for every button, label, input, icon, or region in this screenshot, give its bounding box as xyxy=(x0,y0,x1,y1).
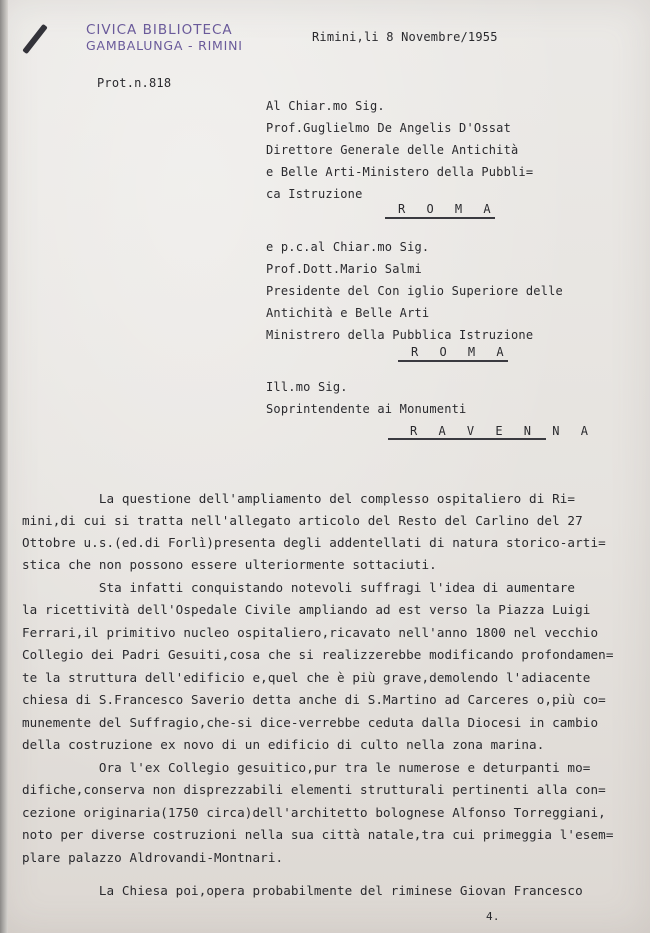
page-mark: 4. xyxy=(486,910,500,923)
body-line: Ferrari,il primitivo nucleo ospitaliero,ricavato nell'anno 1800 nel vecchio xyxy=(22,625,599,640)
cc-line: Antichità e Belle Arti xyxy=(266,306,430,320)
protocol-number: Prot.n.818 xyxy=(97,76,172,90)
body-line: cezione originaria(1750 circa)dell'architetto bolognese Alfonso Torreggiani, xyxy=(22,805,606,820)
body-line: chiesa di S.Francesco Saverio detta anche di S.Martino ad Carceres o,più co= xyxy=(22,692,606,707)
body-line: La questione dell'ampliamento del complesso ospitaliero di Ri= xyxy=(22,491,576,506)
recipient-line: Al Chiar.mo Sig. xyxy=(266,99,385,113)
recipient-line: Direttore Generale delle Antichità xyxy=(266,143,519,157)
body-line: Ora l'ex Collegio gesuitico,pur tra le numerose e deturpanti mo= xyxy=(22,760,591,775)
cc-line: Prof.Dott.Mario Salmi xyxy=(266,262,422,276)
third-city: R A V E N N A xyxy=(410,424,595,438)
recipient-line: e Belle Arti-Ministero della Pubbli= xyxy=(266,165,534,179)
body-line: te la struttura dell'edificio e,quel che è più grave,demolendo l'adiacente xyxy=(22,670,591,685)
recipient-line: ca Istruzione xyxy=(266,187,363,201)
third-recipient-line: Soprintendente ai Monumenti xyxy=(266,402,467,416)
pen-mark xyxy=(22,24,48,54)
cc-city: R O M A xyxy=(411,345,511,359)
recipient-city: R O M A xyxy=(398,202,498,216)
recipient-line: Prof.Guglielmo De Angelis D'Ossat xyxy=(266,121,512,135)
letterhead-stamp xyxy=(86,22,243,54)
body-line: Collegio dei Padri Gesuiti,cosa che si realizzerebbe modificando profondamen= xyxy=(22,647,614,662)
body-line: La Chiesa poi,opera probabilmente del riminese Giovan Francesco xyxy=(22,883,583,898)
letterhead-line-1: CIVICA BIBLIOTECA xyxy=(86,22,233,38)
body-line: mini,di cui si tratta nell'allegato articolo del Resto del Carlino del 27 xyxy=(22,513,583,528)
body-line: noto per diverse costruzioni nella sua città natale,tra cui primeggia l'esem= xyxy=(22,827,614,842)
city-underline xyxy=(388,438,546,440)
body-line: munemente del Suffragio,che-si dice-verrebbe ceduta dalla Diocesi in cambio xyxy=(22,715,599,730)
cc-line: Ministrero della Pubblica Istruzione xyxy=(266,328,534,342)
city-underline xyxy=(398,360,508,362)
body-line: plare palazzo Aldrovandi-Montnari. xyxy=(22,850,284,865)
body-line: la ricettività dell'Ospedale Civile ampliando ad est verso la Piazza Luigi xyxy=(22,602,591,617)
city-underline xyxy=(385,217,495,219)
page-fold-shadow xyxy=(0,0,8,933)
letter-date: Rimini,li 8 Novembre/1955 xyxy=(312,30,498,44)
body-line: difiche,conserva non disprezzabili elementi strutturali pertinenti alla con= xyxy=(22,782,606,797)
letterhead-line-2: GAMBALUNGA - RIMINI xyxy=(86,38,243,53)
body-line: Ottobre u.s.(ed.di Forlì)presenta degli addentellati di natura storico-arti= xyxy=(22,535,606,550)
third-recipient-line: Ill.mo Sig. xyxy=(266,380,348,394)
body-line: della costruzione ex novo di un edificio di culto nella zona marina. xyxy=(22,737,545,752)
body-line: stica che non possono essere ulteriormente sottaciuti. xyxy=(22,557,437,572)
cc-line: Presidente del Con iglio Superiore delle xyxy=(266,284,563,298)
cc-line: e p.c.al Chiar.mo Sig. xyxy=(266,240,430,254)
body-line: Sta infatti conquistando notevoli suffragi l'idea di aumentare xyxy=(22,580,576,595)
